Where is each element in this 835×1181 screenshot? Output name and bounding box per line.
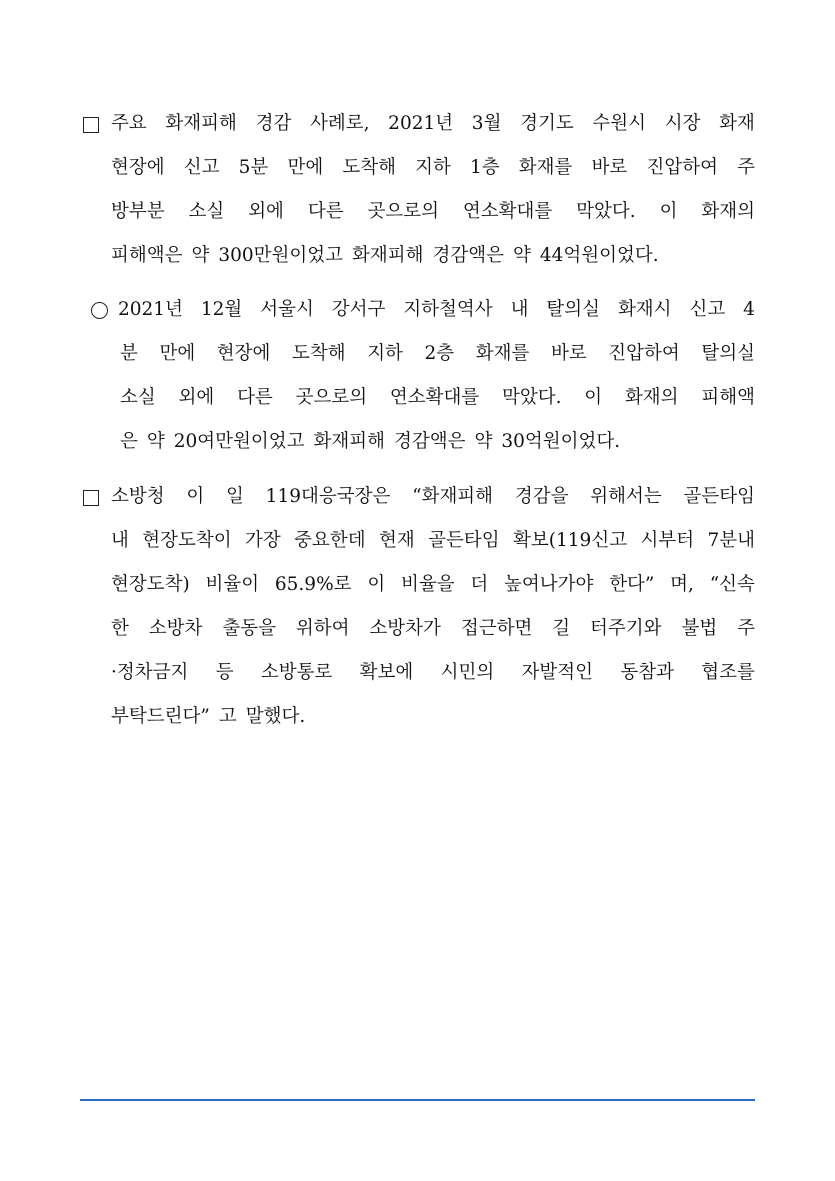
- word: 지하철역사: [403, 299, 493, 320]
- word: 현장에: [111, 157, 165, 178]
- word: 이: [659, 201, 678, 222]
- text-line: [111, 102, 755, 146]
- word: 골든타임: [428, 530, 500, 551]
- word: 이: [584, 387, 603, 408]
- word: 30억원이었다.: [501, 431, 621, 452]
- word: 화재시: [617, 299, 672, 320]
- word: 20여만원이었고: [173, 431, 305, 452]
- word: 곳으로의: [367, 201, 439, 222]
- word: 내: [510, 299, 529, 320]
- word: 약: [513, 245, 531, 266]
- footer-rule: [80, 1099, 755, 1101]
- word: 경감액은: [432, 245, 504, 266]
- word: 위하여: [295, 618, 350, 639]
- word: 일: [226, 486, 244, 507]
- word: 화재피해: [352, 245, 424, 266]
- word: 방부분: [111, 201, 165, 222]
- word: 진압하여: [646, 157, 718, 178]
- word: 며,: [670, 574, 694, 595]
- word: 탈의실: [701, 343, 755, 364]
- word: 만에: [159, 343, 196, 364]
- word: 진압하여: [608, 343, 680, 364]
- word: 서울시: [260, 299, 314, 320]
- word: 피해액은: [111, 245, 183, 266]
- text-line: [111, 607, 755, 651]
- word: 더: [470, 574, 489, 595]
- word: 중요한데: [294, 530, 366, 551]
- word: 화재의: [624, 387, 679, 408]
- word: 5분: [238, 157, 269, 178]
- word: 만에: [287, 157, 324, 178]
- word: 막았다.: [502, 387, 562, 408]
- word: 자발적인: [521, 662, 594, 683]
- word: 화재를: [518, 157, 573, 178]
- word: 지하: [415, 157, 451, 178]
- word: 경감: [255, 113, 292, 134]
- word: 현장에: [216, 343, 271, 364]
- word: 신고: [183, 157, 220, 178]
- word: 소실: [188, 201, 225, 222]
- word: 시민의: [440, 662, 495, 683]
- word: 현장도착): [111, 574, 190, 595]
- word: 화재피해: [165, 113, 237, 134]
- word: 화재피해: [313, 431, 386, 452]
- word: 외에: [178, 387, 215, 408]
- word: 300만원이었고: [218, 245, 344, 266]
- word: 비율이: [205, 574, 260, 595]
- word: 7분내: [707, 530, 755, 551]
- word: 바로: [591, 157, 628, 178]
- text-line: [111, 475, 755, 519]
- word: 가장: [245, 530, 281, 551]
- word: “신속: [709, 574, 755, 595]
- word: 화재를: [475, 343, 530, 364]
- word: 이: [186, 486, 205, 507]
- word: 부탁드린다”: [111, 706, 210, 727]
- word: 한다”: [609, 574, 655, 595]
- word: 소방차가: [369, 618, 441, 639]
- paragraph-2-body: [120, 332, 755, 464]
- word: 소방통로: [260, 662, 333, 683]
- checkbox-bullet-2: [83, 490, 99, 506]
- word: 3월: [471, 113, 502, 134]
- word: 약: [474, 431, 493, 452]
- word: 말했다.: [245, 706, 306, 727]
- word: 한: [111, 618, 129, 639]
- word: “화재피해: [412, 486, 494, 507]
- word: 도착해: [342, 157, 396, 178]
- paragraph-1: [111, 102, 755, 146]
- word: 연소확대를: [462, 201, 553, 222]
- word: 시장: [664, 113, 701, 134]
- word: 수원시: [592, 113, 647, 134]
- word: 출동을: [222, 618, 276, 639]
- word: 소방청: [111, 486, 165, 507]
- word: 65.9%로: [274, 574, 352, 595]
- text-line: [111, 146, 755, 190]
- word: 119대응국장은: [265, 486, 391, 507]
- text-line: [111, 519, 755, 563]
- word: 위해서는: [590, 486, 662, 507]
- word: 이: [367, 574, 386, 595]
- word: 2021년: [118, 299, 183, 320]
- word: 시부터: [640, 530, 695, 551]
- word: ·정차금지: [111, 662, 189, 683]
- word: 주요: [111, 113, 147, 134]
- word: 경기도: [520, 113, 574, 134]
- paragraph-2: [118, 288, 755, 332]
- word: 확보(119신고: [513, 530, 628, 551]
- text-line: [111, 651, 755, 695]
- text-line: [111, 563, 755, 607]
- word: 곳으로의: [295, 387, 368, 408]
- word: 바로: [550, 343, 587, 364]
- word: 피해액: [701, 387, 755, 408]
- text-line: [118, 288, 755, 332]
- word: 탈의실: [546, 299, 601, 320]
- text-line: [111, 695, 755, 739]
- word: 2021년: [388, 113, 454, 134]
- word: 높여나가야: [504, 574, 594, 595]
- paragraph-3-body: [111, 519, 755, 739]
- word: 다른: [237, 387, 273, 408]
- word: 등: [215, 662, 234, 683]
- text-line: [111, 234, 755, 278]
- word: 화재의: [701, 201, 755, 222]
- word: 소실: [120, 387, 156, 408]
- word: 연소확대를: [389, 387, 480, 408]
- paragraph-3: [111, 475, 755, 519]
- word: 터주기와: [590, 618, 662, 639]
- paragraph-1-body: [111, 146, 755, 278]
- word: 분: [120, 343, 138, 364]
- checkbox-bullet-1: [83, 117, 99, 133]
- text-line: [120, 332, 755, 376]
- word: 은: [120, 431, 138, 452]
- word: 지하: [367, 343, 403, 364]
- word: 막았다.: [576, 201, 636, 222]
- word: 길: [552, 618, 571, 639]
- word: 4: [743, 299, 755, 320]
- word: 현재: [379, 530, 415, 551]
- word: 비율을: [400, 574, 455, 595]
- text-line: [120, 376, 755, 420]
- word: 경감을: [514, 486, 569, 507]
- word: 주: [737, 157, 755, 178]
- word: 현장도착이: [142, 530, 232, 551]
- word: 2층: [424, 343, 455, 364]
- word: 도착해: [291, 343, 346, 364]
- word: 다른: [307, 201, 344, 222]
- text-line: [111, 190, 755, 234]
- word: 협조를: [701, 662, 755, 683]
- word: 불법: [681, 618, 718, 639]
- word: 골든타임: [683, 486, 755, 507]
- word: 내: [111, 530, 129, 551]
- word: 고: [218, 706, 237, 727]
- circle-bullet: [91, 302, 108, 319]
- word: 1층: [470, 157, 500, 178]
- word: 화재: [719, 113, 755, 134]
- word: 약: [146, 431, 165, 452]
- word: 경감액은: [394, 431, 466, 452]
- word: 신고: [689, 299, 726, 320]
- word: 12월: [200, 299, 243, 320]
- word: 주: [737, 618, 755, 639]
- text-line: [120, 420, 755, 464]
- word: 접근하면: [460, 618, 533, 639]
- word: 약: [191, 245, 210, 266]
- word: 동참과: [620, 662, 674, 683]
- word: 사례로,: [310, 113, 370, 134]
- word: 확보에: [359, 662, 414, 683]
- word: 소방차: [148, 618, 203, 639]
- word: 44억원이었다.: [539, 245, 659, 266]
- word: 외에: [248, 201, 284, 222]
- word: 강서구: [331, 299, 386, 320]
